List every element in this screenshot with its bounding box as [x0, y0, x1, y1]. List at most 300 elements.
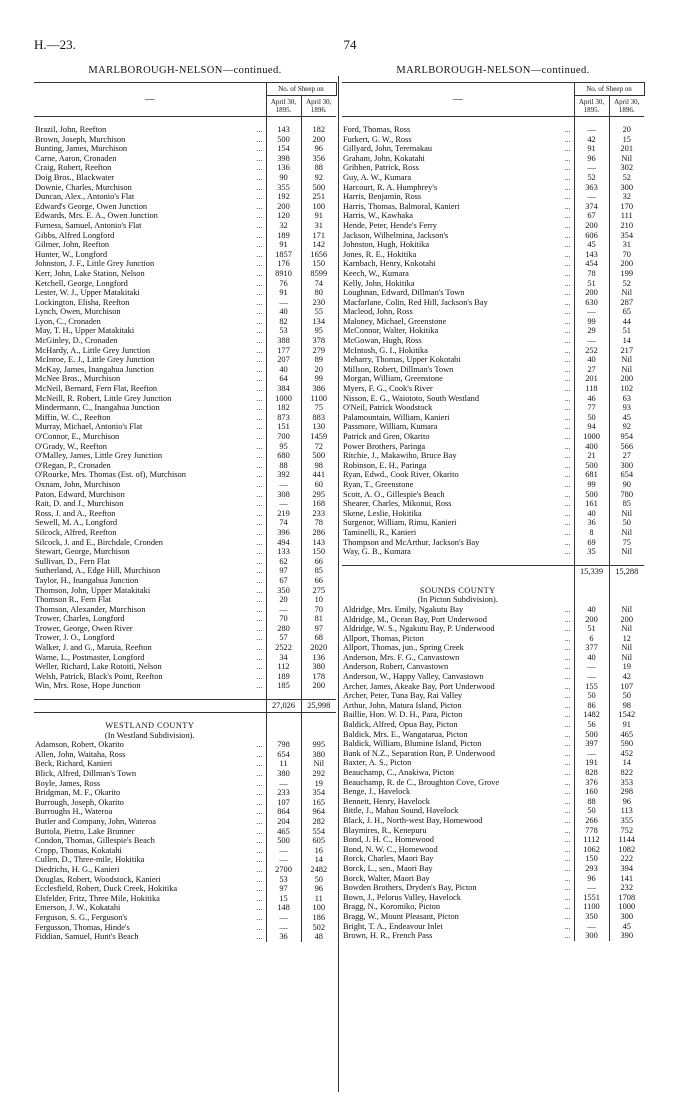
entry-name — [342, 298, 574, 308]
entry-name — [342, 739, 574, 749]
table-row — [342, 615, 644, 625]
entry-name — [342, 749, 574, 759]
leader-dots: ... — [256, 508, 263, 518]
right-title: MARLBOROUGH-NELSON—continued. — [396, 65, 590, 76]
entry-name-text: Rait, D. and J., Murchison — [35, 499, 124, 509]
table-row — [34, 154, 336, 164]
spacer-row — [342, 578, 644, 586]
leader-dots: ... — [564, 758, 571, 768]
entry-name — [342, 336, 574, 346]
sheep-1896: 141 — [609, 874, 644, 884]
entry-name — [34, 135, 266, 145]
leader-dots: ... — [564, 729, 571, 739]
entry-name-text: May, T. H., Upper Matakitaki — [35, 326, 135, 336]
entry-name — [342, 528, 574, 538]
entry-name-text: McGinley, D., Cronaden — [35, 336, 118, 346]
sheep-1895: 700 — [266, 432, 301, 442]
sheep-1895: — — [266, 298, 301, 308]
entry-name — [34, 518, 266, 528]
sheep-1895: 67 — [266, 576, 301, 586]
table-row — [34, 269, 336, 279]
sheep-1896: Nil — [609, 355, 644, 365]
entry-name-text: Furness, Samuel, Antonio's Flat — [35, 220, 142, 230]
entry-name-text: Borck, Walter, Maori Bay — [343, 873, 430, 883]
leader-dots: ... — [256, 249, 263, 259]
entry-name-text: Arthur, John, Matura Island, Picton — [343, 700, 462, 710]
leader-dots: ... — [256, 288, 263, 298]
sheep-1896: 300 — [609, 912, 644, 922]
sheep-1895: 86 — [574, 701, 609, 711]
entry-name — [342, 902, 574, 912]
leader-dots: ... — [564, 220, 571, 230]
sheep-1895: 388 — [266, 336, 301, 346]
entry-name — [34, 633, 266, 643]
section-title-text: SOUNDS COUNTY — [419, 585, 496, 595]
table-row — [342, 730, 644, 740]
leader-dots: ... — [564, 259, 571, 269]
leader-dots: ... — [564, 297, 571, 307]
sheep-1895: 400 — [574, 442, 609, 452]
leader-dots: ... — [564, 547, 571, 557]
entry-name-text: Burrough, Joseph, Okarito — [35, 797, 124, 807]
sheep-1895: 53 — [266, 875, 301, 885]
column-divider — [338, 76, 339, 1092]
entry-name — [34, 432, 266, 442]
entry-name — [342, 326, 574, 336]
spacer-row — [34, 691, 336, 700]
entry-name — [34, 653, 266, 663]
leader-dots: ... — [256, 259, 263, 269]
table-row — [342, 787, 644, 797]
leader-dots: ... — [564, 700, 571, 710]
entry-name-text: Cropp, Thomas, Kokatahi — [35, 845, 122, 855]
table-row — [34, 259, 336, 269]
sheep-1895: — — [266, 499, 301, 509]
entry-name — [342, 624, 574, 634]
entry-name-text: Anderson, Robert, Canvastown — [343, 662, 449, 672]
sheep-1895: 397 — [574, 739, 609, 749]
entry-name — [342, 605, 574, 615]
leader-dots: ... — [256, 903, 263, 913]
sheep-1895: 99 — [574, 480, 609, 490]
sheep-1896: 354 — [301, 788, 336, 798]
sheep-1895: 118 — [574, 384, 609, 394]
entry-name-text: Shearer, Charles, Mikonui, Ross — [343, 499, 452, 509]
table-row — [342, 691, 644, 701]
sheep-1895: 51 — [574, 624, 609, 634]
entry-name-text: Boyle, James, Ross — [35, 778, 101, 788]
entry-name — [34, 355, 266, 365]
sheep-1895: 500 — [574, 461, 609, 471]
sheep-1896: 70 — [609, 250, 644, 260]
entry-name — [342, 451, 574, 461]
sheep-1895: 680 — [266, 451, 301, 461]
sheep-1895: 50 — [574, 806, 609, 816]
sheep-1895: 88 — [266, 461, 301, 471]
entry-name — [342, 883, 574, 893]
entry-name — [342, 922, 574, 932]
sheep-1895: 500 — [266, 836, 301, 846]
table-row — [34, 672, 336, 682]
entry-name — [34, 855, 266, 865]
entry-name — [34, 894, 266, 904]
leader-dots: ... — [564, 825, 571, 835]
table-row — [34, 422, 336, 432]
table-row — [34, 394, 336, 404]
sheep-1895: 280 — [266, 624, 301, 634]
entry-name-text: Stewart, George, Murchison — [35, 547, 130, 557]
sheep-1895: 112 — [266, 662, 301, 672]
entry-name — [34, 288, 266, 298]
sheep-1895: 15 — [266, 894, 301, 904]
entry-name-text: Bank of N.Z., Separation Run, P. Underwood — [343, 748, 495, 758]
entry-name-text: Bridgman, M. F., Okarito — [35, 788, 121, 798]
leader-dots: ... — [256, 671, 263, 681]
entry-name-text: Macleod, John, Ross — [343, 307, 413, 317]
sheep-1895: 204 — [266, 817, 301, 827]
table-row — [342, 144, 644, 154]
sheep-1895: — — [574, 163, 609, 173]
entry-name-text: Karnbach, Henry, Kokotahi — [343, 259, 436, 269]
leader-dots: ... — [256, 364, 263, 374]
entry-name-text: Hende, Peter, Hende's Ferry — [343, 220, 437, 230]
sheep-1895: 363 — [574, 183, 609, 193]
sheep-1895: 500 — [574, 490, 609, 500]
leader-dots: ... — [564, 422, 571, 432]
sheep-1895: 681 — [574, 470, 609, 480]
sheep-1895: 143 — [266, 125, 301, 135]
entry-name-text: O'Neil, Patrick Woodstock — [343, 403, 433, 413]
table-row — [34, 470, 336, 480]
sheep-1895: 300 — [574, 931, 609, 941]
entry-name-text: McGowan, Hugh, Ross — [343, 336, 422, 346]
sheep-1895: 1000 — [266, 394, 301, 404]
entry-name — [342, 547, 574, 557]
table-row — [34, 442, 336, 452]
sheep-1896: 52 — [609, 279, 644, 289]
leader-dots: ... — [564, 537, 571, 547]
table-row — [342, 384, 644, 394]
sheep-1896: Nil — [609, 624, 644, 634]
sheep-1896: 168 — [301, 499, 336, 509]
leader-dots: ... — [256, 172, 263, 182]
table-row — [342, 442, 644, 452]
entry-name-text: Bowden Brothers, Dryden's Bay, Picton — [343, 883, 477, 893]
entry-name — [342, 730, 574, 740]
leader-dots: ... — [256, 499, 263, 509]
entry-name-text: Gribben, Patrick, Ross — [343, 163, 419, 173]
leader-dots: ... — [256, 769, 263, 778]
table-row — [34, 374, 336, 384]
entry-name-text: Silcock, J. and E., Birchdale, Cronden — [35, 537, 163, 547]
table-row — [34, 288, 336, 298]
sheep-1896: 66 — [301, 576, 336, 586]
sheep-1896: 63 — [609, 394, 644, 404]
entry-name-text: Trower, Charles, Longford — [35, 614, 125, 624]
entry-name-text: Allport, Thomas, jun., Spring Creek — [343, 643, 464, 653]
sheep-1896: 50 — [609, 518, 644, 528]
table-row — [34, 183, 336, 193]
leader-dots: ... — [564, 201, 571, 211]
entry-name-text: Brown, Joseph, Murchison — [35, 134, 126, 144]
total-row — [34, 700, 336, 713]
sheep-1896: 1144 — [609, 835, 644, 845]
table-row — [34, 528, 336, 538]
leader-dots: ... — [256, 681, 263, 691]
sheep-1896: 232 — [609, 883, 644, 893]
entry-name — [34, 317, 266, 327]
sheep-1896: 150 — [301, 259, 336, 269]
leader-dots: ... — [564, 163, 571, 173]
leader-dots: ... — [256, 422, 263, 432]
sheep-1895: 350 — [574, 912, 609, 922]
entry-name — [342, 125, 574, 135]
entry-name — [34, 250, 266, 260]
leader-dots: ... — [564, 633, 571, 643]
leader-dots: ... — [564, 662, 571, 672]
sheep-1896: Nil — [609, 643, 644, 653]
table-row — [34, 221, 336, 231]
leader-dots: ... — [256, 479, 263, 489]
sheep-1895: 384 — [266, 384, 301, 394]
table-row — [342, 279, 644, 289]
leader-dots: ... — [564, 787, 571, 797]
leader-dots: ... — [256, 278, 263, 288]
entry-name — [342, 173, 574, 183]
sheep-1895: 35 — [574, 547, 609, 557]
sheep-1896: 390 — [609, 931, 644, 941]
table-row — [342, 643, 644, 653]
table-row — [342, 547, 644, 557]
entry-name-text: Aldridge, W. S., Ngakutu Bay, P. Underwood — [343, 624, 495, 634]
sheep-1895: 46 — [574, 394, 609, 404]
table-row — [342, 365, 644, 375]
table-row — [342, 634, 644, 644]
leader-dots: ... — [256, 489, 263, 499]
sheep-1895: 1000 — [574, 432, 609, 442]
sheep-1896: 89 — [301, 355, 336, 365]
entry-name — [342, 461, 574, 471]
entry-name-text: McKay, James, Inangahua Junction — [35, 364, 154, 374]
leader-dots: ... — [564, 815, 571, 825]
sheep-1895: 51 — [574, 279, 609, 289]
entry-name — [342, 538, 574, 548]
leader-dots: ... — [564, 326, 571, 336]
entry-name — [34, 807, 266, 817]
sheep-1896: Nil — [609, 154, 644, 164]
sheep-1895: — — [266, 913, 301, 923]
leader-dots: ... — [564, 182, 571, 192]
sheep-1896: 780 — [609, 490, 644, 500]
entry-name — [34, 643, 266, 653]
sheep-1896: 441 — [301, 470, 336, 480]
sheep-1895: 606 — [574, 231, 609, 241]
table-row — [34, 211, 336, 221]
leader-dots: ... — [256, 316, 263, 326]
leader-dots: ... — [564, 316, 571, 326]
entry-name-text: Mindermann, C., Inangahua Junction — [35, 403, 160, 413]
sheep-1895: 1551 — [574, 893, 609, 903]
table-row — [34, 913, 336, 923]
sheep-1895: 94 — [574, 422, 609, 432]
leader-dots: ... — [564, 364, 571, 374]
sheep-1895: 6 — [574, 634, 609, 644]
spacer-row — [342, 557, 644, 566]
leader-dots: ... — [564, 739, 571, 749]
sheep-1895: 97 — [266, 566, 301, 576]
sheep-1896: 222 — [609, 854, 644, 864]
sheep-1896: 45 — [609, 413, 644, 423]
table-row — [34, 499, 336, 509]
entry-name — [34, 307, 266, 317]
leader-dots: ... — [256, 268, 263, 278]
sheep-1895: 189 — [266, 231, 301, 241]
sheep-1895: 78 — [574, 269, 609, 279]
leader-dots: ... — [256, 797, 263, 807]
sheep-1895: 8 — [574, 528, 609, 538]
sheep-1896: 48 — [301, 932, 336, 942]
entry-name — [34, 173, 266, 183]
sheep-1896: 182 — [301, 125, 336, 135]
entry-name — [34, 913, 266, 923]
table-row — [342, 912, 644, 922]
leader-dots: ... — [564, 125, 571, 134]
sheep-1895: 40 — [266, 365, 301, 375]
leader-dots: ... — [564, 192, 571, 202]
leader-dots: ... — [564, 624, 571, 634]
entry-name — [34, 557, 266, 567]
leader-dots: ... — [564, 806, 571, 816]
table-row — [342, 374, 644, 384]
entry-name — [34, 547, 266, 557]
entry-name-text: Johnston, Hugh, Hokitika — [343, 240, 430, 250]
entry-name — [342, 672, 574, 682]
entry-name-text: Guy, A. W., Kumara — [343, 172, 412, 182]
entry-name-text: Butler and Company, John, Wateroa — [35, 816, 156, 826]
sheep-1896: 50 — [301, 875, 336, 885]
sheep-1896: 91 — [609, 720, 644, 730]
table-row — [342, 778, 644, 788]
leader-dots: ... — [256, 441, 263, 451]
total-1895: 15,339 — [574, 565, 609, 578]
sheep-1896: 98 — [609, 701, 644, 711]
leader-dots: ... — [564, 921, 571, 931]
sheep-1895: 1112 — [574, 835, 609, 845]
sheep-1895: 50 — [574, 413, 609, 423]
leader-dots: ... — [256, 884, 263, 894]
entry-name-text: Borck, L., sen., Maori Bay — [343, 863, 433, 873]
entry-name-text: Craig, Robert, Reefton — [35, 163, 112, 173]
leader-dots: ... — [256, 537, 263, 547]
entry-name — [342, 931, 574, 941]
table-row — [34, 923, 336, 933]
entry-name-text: Welsh, Patrick, Black's Point, Reefton — [35, 671, 163, 681]
table-row — [34, 614, 336, 624]
entry-name — [34, 779, 266, 789]
table-row — [342, 624, 644, 634]
sheep-1895: 52 — [574, 173, 609, 183]
sheep-1896: 355 — [609, 816, 644, 826]
sheep-1895: — — [574, 662, 609, 672]
sheep-1896: 75 — [301, 403, 336, 413]
entry-name — [342, 288, 574, 298]
sheep-1895: — — [574, 125, 609, 135]
sheep-1895: 1100 — [574, 902, 609, 912]
page-number: 74 — [343, 37, 357, 52]
table-row — [34, 836, 336, 846]
table-row — [34, 173, 336, 183]
table-row — [342, 720, 644, 730]
section-title-text: WESTLAND COUNTY — [105, 721, 195, 731]
sheep-1895: 500 — [574, 730, 609, 740]
leader-dots: ... — [564, 652, 571, 662]
sheep-1896: 19 — [301, 779, 336, 789]
sheep-1896: 80 — [301, 288, 336, 298]
sheep-1896: 1000 — [609, 902, 644, 912]
sheep-1895: 74 — [266, 518, 301, 528]
sheep-1896: 500 — [301, 183, 336, 193]
leader-dots: ... — [256, 788, 263, 798]
leader-dots: ... — [564, 479, 571, 489]
sheep-1895: 90 — [266, 173, 301, 183]
sheep-1895: — — [266, 923, 301, 933]
table-row — [34, 769, 336, 779]
right-table-body — [342, 117, 644, 941]
sheep-1895: 778 — [574, 826, 609, 836]
entry-name — [34, 365, 266, 375]
entry-name-text: Robinson, E. H., Paringa — [343, 460, 427, 470]
entry-name — [34, 538, 266, 548]
entry-name — [34, 480, 266, 490]
entry-name — [34, 672, 266, 682]
entry-name-text: Thomson R., Fern Flat — [35, 595, 112, 605]
entry-name — [342, 346, 574, 356]
entry-name-text: Walker, J. and G., Maruia, Reefton — [35, 643, 152, 653]
sheep-1895: 374 — [574, 202, 609, 212]
entry-name — [34, 374, 266, 384]
entry-name-text: Allen, John, Waitaha, Ross — [35, 749, 126, 759]
entry-name-text: O'Malley, James, Little Grey Junction — [35, 451, 163, 461]
entry-name-text: Brazil, John, Reefton — [35, 125, 107, 134]
leader-dots: ... — [256, 230, 263, 240]
table-row — [342, 269, 644, 279]
table-row — [342, 183, 644, 193]
table-row — [34, 566, 336, 576]
entry-name-text: Bright, T. A., Endeavour Inlet — [343, 921, 443, 931]
entry-name — [34, 827, 266, 837]
sheep-1896: 44 — [609, 317, 644, 327]
sheep-1896: 75 — [609, 538, 644, 548]
entry-name — [342, 202, 574, 212]
sheep-1896: 20 — [609, 125, 644, 135]
section-subtitle-text: (In Westland Subdivision). — [104, 730, 195, 740]
sheep-1896: 31 — [301, 221, 336, 231]
sheep-1895: 50 — [574, 691, 609, 701]
sheep-1895: 40 — [574, 653, 609, 663]
sheep-1895: 1062 — [574, 845, 609, 855]
entry-name — [342, 768, 574, 778]
sheep-1895: 70 — [266, 614, 301, 624]
entry-name-text: Buttola, Pietro, Lake Brunner — [35, 826, 135, 836]
sheep-1895: 308 — [266, 490, 301, 500]
page-reference: H.—23. — [34, 37, 76, 52]
leader-dots: ... — [256, 912, 263, 922]
sheep-1896: 199 — [609, 269, 644, 279]
entry-name-text: Graham, John, Kokatahi — [343, 153, 425, 163]
sheep-1896: 8599 — [301, 269, 336, 279]
leader-dots: ... — [564, 451, 571, 461]
table-row — [342, 231, 644, 241]
